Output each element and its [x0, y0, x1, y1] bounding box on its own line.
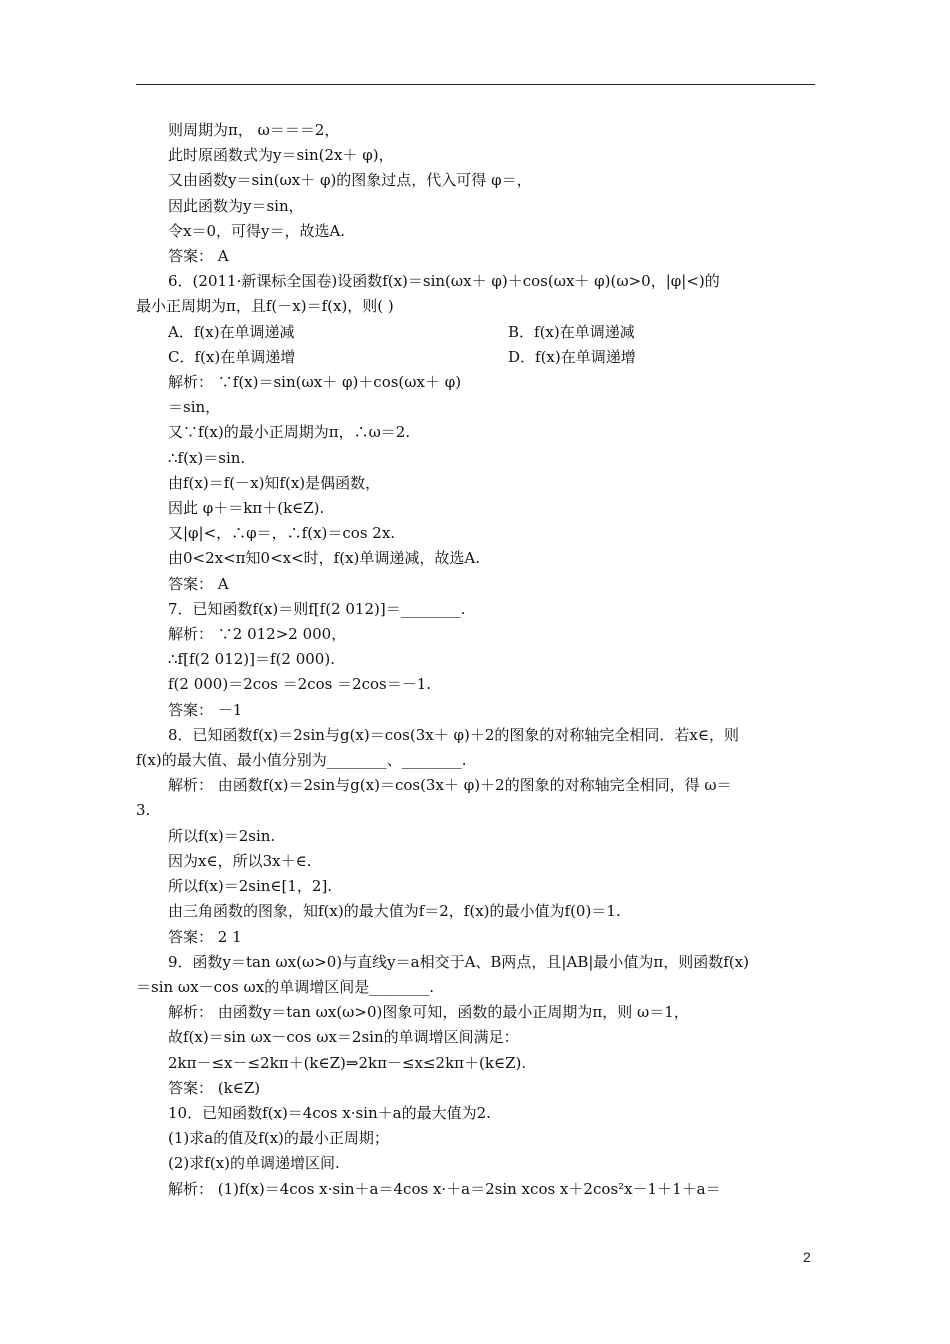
text-line: 解析： 由函数y＝tan ωx(ω>0)图象可知，函数的最小正周期为π，则 ω＝1， [168, 1003, 689, 1022]
text-line: 10．已知函数f(x)＝4cos x·sin＋a的最大值为2. [168, 1103, 491, 1122]
option-text: C．f(x)在单调递增 [168, 347, 296, 366]
text-line: 9．函数y＝tan ωx(ω>0)与直线y＝a相交于A、B两点，且|AB|最小值为π，则函数f(x) [168, 952, 749, 971]
text-line: (1)求a的值及f(x)的最小正周期； [168, 1129, 389, 1148]
text-line: 由0<2x<π知0<x<时，f(x)单调递减，故选A. [168, 549, 480, 568]
text-line: ∴f(x)＝sin. [168, 448, 246, 467]
text-line: 3. [136, 801, 151, 820]
text-line: 故f(x)＝sin ωx－cos ωx＝2sin的单调增区间满足： [168, 1028, 519, 1047]
text-line: f(x)的最大值、最小值分别为________、________. [136, 751, 467, 770]
text-line: 又|φ|<，∴φ＝，∴f(x)＝cos 2x. [168, 524, 396, 543]
option-text: D．f(x)在单调递增 [508, 347, 636, 366]
text-line: 2kπ－≤x－≤2kπ＋(k∈Z)⇒2kπ－≤x≤2kπ＋(k∈Z). [168, 1053, 527, 1072]
text-line: 因此 φ＋＝kπ＋(k∈Z). [168, 499, 325, 518]
text-line: 由f(x)＝f(－x)知f(x)是偶函数， [168, 473, 381, 492]
text-line: 解析： (1)f(x)＝4cos x·sin＋a＝4cos x·＋a＝2sin xcos x＋2cos²x－1＋1＋a＝ [168, 1179, 721, 1198]
text-line: ＝sin， [168, 398, 221, 417]
text-line: (2)求f(x)的单调递增区间. [168, 1154, 340, 1173]
text-line: 答案： －1 [168, 700, 243, 719]
text-line: 令x＝0，可得y＝，故选A. [168, 221, 346, 240]
option-text: B．f(x)在单调递减 [508, 322, 635, 341]
text-line: 6．(2011·新课标全国卷)设函数f(x)＝sin(ωx＋ φ)＋cos(ωx＋ φ)(ω>0，|φ|<)的 [168, 272, 720, 291]
text-line: 8．已知函数f(x)＝2sin与g(x)＝cos(3x＋ φ)＋2的图象的对称轴完全相同．若x∈，则 [168, 725, 739, 744]
option-text: A．f(x)在单调递减 [168, 322, 295, 341]
text-line: 所以f(x)＝2sin∈[1，2]. [168, 877, 333, 896]
text-line: 因此函数为y＝sin， [168, 196, 304, 215]
text-line: 解析： 由函数f(x)＝2sin与g(x)＝cos(3x＋ φ)＋2的图象的对称轴完全相同，得 ω＝ [168, 776, 732, 795]
text-line: 答案： A [168, 574, 229, 593]
text-line: 则周期为π， ω＝＝＝2， [168, 121, 340, 139]
page-number: 2 [803, 1249, 811, 1265]
text-line: 由三角函数的图象，知f(x)的最大值为f＝2，f(x)的最小值为f(0)＝1. [168, 902, 621, 921]
text-line: 7．已知函数f(x)＝则f[f(2 012)]＝________. [168, 599, 466, 618]
text-line: 最小正周期为π，且f(－x)＝f(x)，则( ) [136, 297, 394, 316]
text-line: 又由函数y＝sin(ωx＋ φ)的图象过点，代入可得 φ＝， [168, 171, 532, 190]
text-line: f(2 000)＝2cos ＝2cos ＝2cos＝－1. [168, 675, 432, 694]
text-line: ∴f[f(2 012)]＝f(2 000). [168, 650, 335, 669]
header-rule [136, 84, 815, 85]
option-row [136, 320, 815, 345]
text-line: 此时原函数式为y＝sin(2x＋ φ)， [168, 146, 394, 165]
text-line: 又∵f(x)的最小正周期为π，∴ω＝2. [168, 423, 411, 442]
text-line: 答案： (k∈Z) [168, 1078, 261, 1097]
text-line: ＝sin ωx－cos ωx的单调增区间是________. [136, 977, 434, 996]
text-line: 答案： 2 1 [168, 927, 242, 946]
option-row [136, 345, 815, 370]
text-line: 因为x∈，所以3x＋∈. [168, 851, 312, 870]
text-line: 解析： ∵f(x)＝sin(ωx＋ φ)＋cos(ωx＋ φ) [168, 373, 462, 392]
text-line: 所以f(x)＝2sin. [168, 826, 276, 845]
text-line: 解析： ∵2 012>2 000， [168, 625, 347, 644]
text-line: 答案： A [168, 247, 229, 266]
document-body [136, 118, 815, 1202]
